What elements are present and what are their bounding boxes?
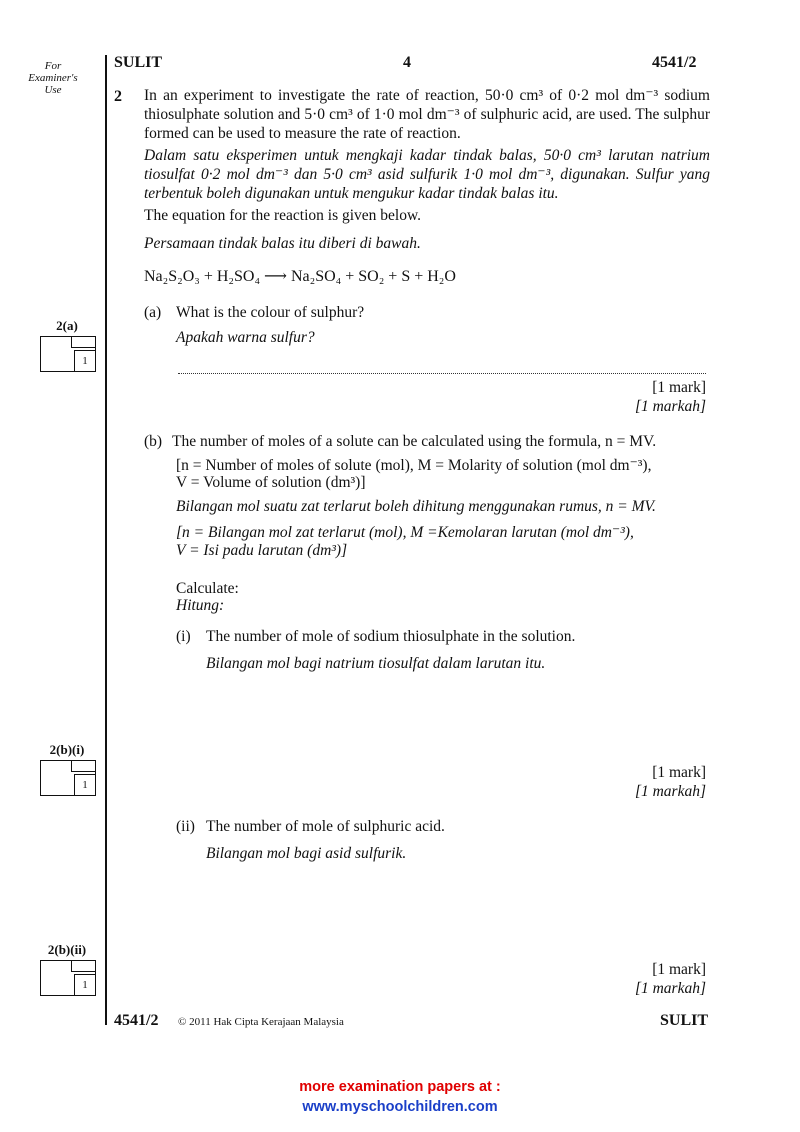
part-b-intro-malay: Bilangan mol suatu zat terlarut boleh dihitung menggunakan rumus, n = MV. — [176, 498, 656, 515]
part-b-intro-english: The number of moles of a solute can be calculated using the formula, n = MV. — [172, 433, 657, 450]
promo-text: more examination papers at : — [299, 1079, 501, 1095]
answer-line-a[interactable] — [178, 372, 706, 374]
box-2bi-label: 2(b)(i) — [49, 742, 85, 757]
box-2a-label: 2(a) — [56, 318, 78, 333]
part-b-ii-mark-malay: [1 markah] — [634, 980, 706, 997]
part-b-i-mark-english: [1 mark] — [652, 764, 706, 781]
part-b-definition-english-2: V = Volume of solution (dm³)] — [176, 474, 366, 491]
margin-divider — [105, 55, 107, 1025]
part-b-i-malay: Bilangan mol bagi natrium tiosulfat dalam larutan itu. — [206, 655, 546, 672]
mark-box-2bii-value: 1 — [74, 974, 96, 996]
intro-english: In an experiment to investigate the rate of reaction, 50·0 cm³ of 0·2 mol dm⁻³ sodium thiosulphate solution and 5·0 cm³ of 1·0 mol dm⁻³ of sulphuric acid, are used. The sulphur formed can be used to measure the rate of reaction. — [144, 87, 710, 142]
part-b-definition-malay-1: [n = Bilangan mol zat terlarut (mol), M =Kemolaran larutan (mol dm⁻³), — [176, 524, 634, 541]
part-b-definition-english-1: [n = Number of moles of solute (mol), M = Molarity of solution (mol dm⁻³), — [176, 457, 652, 474]
promo-website-link[interactable]: www.myschoolchildren.com — [302, 1099, 498, 1115]
intro-malay: Dalam satu eksperimen untuk mengkaji kadar tindak balas, 50·0 cm³ larutan natrium tiosulfat 0·2 mol dm⁻³ dan 5·0 cm³ asid sulfurik 1·0 mol dm⁻³, digunakan. Sulfur yang terbentuk boleh digunakan untuk mengukur kadar tindak balas itu. — [144, 147, 710, 202]
part-a-label: (a) — [144, 304, 162, 321]
equation-intro-english: The equation for the reaction is given below. — [144, 207, 422, 224]
part-a-mark-english: [1 mark] — [652, 379, 706, 396]
part-b-i-english: The number of mole of sodium thiosulphate in the solution. — [206, 628, 576, 645]
part-b-i-label: (i) — [176, 628, 191, 645]
answer-space-b-ii[interactable] — [206, 870, 706, 950]
calculate-english: Calculate: — [176, 580, 239, 597]
equation-intro-malay: Persamaan tindak balas itu diberi di bawah. — [144, 235, 421, 252]
part-a-question-malay: Apakah warna sulfur? — [176, 329, 315, 346]
part-b-definition-malay-2: V = Isi padu larutan (dm³)] — [176, 542, 348, 559]
margin-note-line-1: For — [44, 60, 62, 72]
part-a-mark-malay: [1 markah] — [634, 398, 706, 415]
header-sulit: SULIT — [114, 54, 163, 71]
margin-note-line-3: Use — [44, 84, 62, 96]
answer-space-b-i[interactable] — [206, 680, 706, 760]
part-b-ii-mark-english: [1 mark] — [652, 961, 706, 978]
part-b-label: (b) — [144, 433, 163, 450]
part-b-ii-english: The number of mole of sulphuric acid. — [206, 818, 445, 835]
mark-box-2bii[interactable] — [40, 960, 96, 996]
part-b-ii-label: (ii) — [176, 818, 195, 835]
for-examiners-use — [18, 60, 88, 96]
mark-box-2a[interactable] — [40, 336, 96, 372]
chemical-equation: Na₂S₂O₃ + H₂SO₄ ⟶ Na₂SO₄ + SO₂ + S + H₂O — [144, 268, 456, 285]
footer-code: 4541/2 — [114, 1012, 159, 1029]
footer-sulit: SULIT — [660, 1012, 709, 1029]
margin-note-line-2: Examiner's — [28, 72, 78, 84]
page-number: 4 — [403, 54, 411, 71]
question-number: 2 — [114, 88, 122, 105]
part-a-question-english: What is the colour of sulphur? — [176, 304, 365, 321]
footer-copyright: © 2011 Hak Cipta Kerajaan Malaysia — [178, 1016, 344, 1028]
calculate-malay: Hitung: — [176, 597, 225, 614]
mark-box-2bi-value: 1 — [74, 774, 96, 796]
part-b-i-mark-malay: [1 markah] — [634, 783, 706, 800]
mark-box-2a-value: 1 — [74, 350, 96, 372]
mark-box-2bi[interactable] — [40, 760, 96, 796]
part-b-ii-malay: Bilangan mol bagi asid sulfurik. — [206, 845, 407, 862]
box-2bii-label: 2(b)(ii) — [47, 942, 87, 957]
header-paper-code: 4541/2 — [652, 54, 697, 71]
